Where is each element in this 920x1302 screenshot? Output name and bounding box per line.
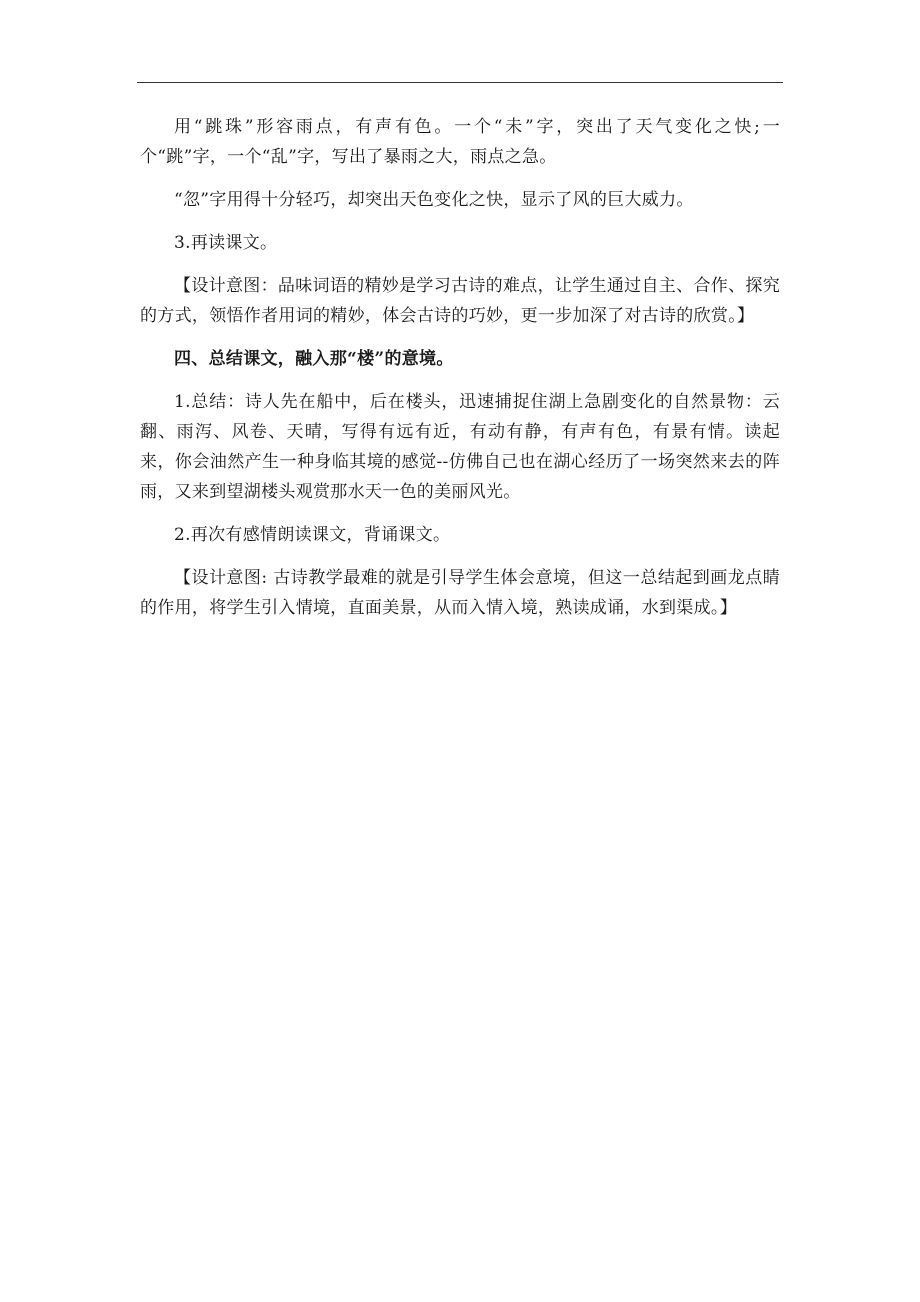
document-body xyxy=(140,112,780,636)
header-rule xyxy=(137,82,783,83)
section-heading-summary: 四、总结课文，融入那“楼”的意境。 xyxy=(174,349,454,369)
paragraph-tiaozhu: 用“跳珠”形容雨点，有声有色。一个“未”字，突出了天气变化之快;一个“跳”字，一个“乱”字，写出了暴雨之大，雨点之急。 xyxy=(140,117,780,167)
paragraph-design-intent-2: 【设计意图: 古诗教学最难的就是引导学生体会意境，但这一总结起到画龙点睛的作用，将学生引入情境，直面美景，从而入情入境，熟读成诵，水到渠成。】 xyxy=(140,568,780,618)
paragraph-design-intent-1: 【设计意图：品味词语的精妙是学习古诗的难点，让学生通过自主、合作、探究的方式，领悟作者用词的精妙，体会古诗的巧妙，更一步加深了对古诗的欣赏。】 xyxy=(140,276,780,326)
paragraph-recite: 2.再次有感情朗读课文，背诵课文。 xyxy=(174,525,451,545)
paragraph-summary: 1.总结：诗人先在船中，后在楼头，迅速捕捉住湖上急剧变化的自然景物：云翻、雨泻、风卷、天晴，写得有远有近，有动有静，有声有色，有景有情。读起来，你会油然产生一种身临其境的感觉--仿佛自己也在湖心经历了一场突然来去的阵雨，又来到望湖楼头观赏那水天一色的美丽风光。 xyxy=(140,392,780,502)
paragraph-reread: 3.再读课文。 xyxy=(174,233,278,253)
paragraph-hu: “忽”字用得十分轻巧，却突出天色变化之快，显示了风的巨大威力。 xyxy=(174,190,694,210)
